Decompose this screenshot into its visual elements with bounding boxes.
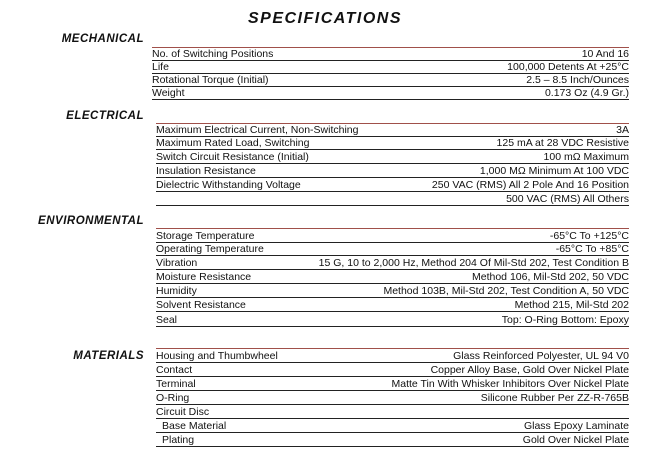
- spec-value: 15 G, 10 to 2,000 Hz, Method 204 Of Mil-Std 202, Test Condition B: [318, 257, 629, 269]
- spec-value: 500 VAC (RMS) All Others: [506, 193, 629, 205]
- spec-row: [156, 285, 629, 298]
- spec-label: No. of Switching Positions: [152, 48, 274, 60]
- spec-label: Moisture Resistance: [156, 271, 252, 283]
- spec-label: Base Material: [162, 420, 227, 432]
- spec-value: 125 mA at 28 VDC Resistive: [496, 137, 629, 149]
- spec-row: [156, 434, 629, 447]
- spec-value: 250 VAC (RMS) All 2 Pole And 16 Position: [431, 179, 629, 191]
- spec-row: [156, 243, 629, 256]
- spec-row: [156, 378, 629, 391]
- page-title: SPECIFICATIONS: [247, 10, 403, 27]
- spec-value: -65°C To +85°C: [555, 243, 629, 255]
- spec-row: [156, 406, 629, 419]
- spec-row: [152, 87, 629, 100]
- spec-label: Contact: [156, 364, 193, 376]
- spec-row: [156, 420, 629, 433]
- spec-label: Maximum Electrical Current, Non-Switching: [156, 124, 359, 136]
- spec-row: [152, 48, 629, 61]
- spec-value: 100,000 Detents At +25°C: [507, 61, 629, 73]
- spec-label: Operating Temperature: [156, 243, 264, 255]
- section-label-environmental: ENVIRONMENTAL: [38, 215, 144, 227]
- section-top-rule: [156, 348, 629, 349]
- spec-value: Silicone Rubber Per ZZ-R-765B: [480, 392, 629, 404]
- spec-row: [156, 350, 629, 363]
- spec-row: [156, 257, 629, 270]
- spec-row: [156, 364, 629, 377]
- spec-label: Circuit Disc: [156, 406, 210, 418]
- spec-value: Method 106, Mil-Std 202, 50 VDC: [472, 271, 629, 283]
- spec-row: [156, 124, 629, 137]
- spec-label: O-Ring: [156, 392, 190, 404]
- spec-value: 0.173 Oz (4.9 Gr.): [544, 87, 629, 99]
- spec-row: [156, 271, 629, 284]
- spec-value: 2.5 – 8.5 Inch/Ounces: [526, 74, 629, 86]
- spec-row: [156, 230, 629, 243]
- spec-value: Method 103B, Mil-Std 202, Test Condition A, 50 VDC: [383, 285, 629, 297]
- spec-row: [152, 74, 629, 87]
- spec-value: Glass Epoxy Laminate: [523, 420, 629, 432]
- spec-value: Top: O-Ring Bottom: Epoxy: [501, 314, 629, 326]
- spec-value: Copper Alloy Base, Gold Over Nickel Plate: [430, 364, 629, 376]
- spec-value: Method 215, Mil-Std 202: [514, 299, 629, 311]
- spec-label: Rotational Torque (Initial): [152, 74, 269, 86]
- spec-row: [156, 392, 629, 405]
- spec-row: [156, 314, 629, 327]
- spec-row: [156, 165, 629, 178]
- spec-value: Glass Reinforced Polyester, UL 94 V0: [453, 350, 629, 362]
- spec-label: Weight: [152, 87, 185, 99]
- section-top-rule: [156, 228, 629, 229]
- section-label-electrical: ELECTRICAL: [66, 110, 144, 122]
- spec-value: 3A: [616, 124, 629, 136]
- spec-row: [156, 151, 629, 164]
- spec-value: 100 mΩ Maximum: [543, 151, 629, 163]
- spec-label: Terminal: [156, 378, 196, 390]
- spec-row: [152, 61, 629, 74]
- spec-label: Humidity: [156, 285, 197, 297]
- spec-label: Dielectric Withstanding Voltage: [156, 179, 301, 191]
- spec-label: Solvent Resistance: [156, 299, 246, 311]
- section-mechanical: [152, 47, 629, 105]
- spec-value: 1,000 MΩ Minimum At 100 VDC: [479, 165, 629, 177]
- spec-row: [156, 137, 629, 150]
- spec-value: -65°C To +125°C: [549, 230, 629, 242]
- spec-label: Housing and Thumbwheel: [156, 350, 278, 362]
- spec-label: Vibration: [156, 257, 198, 269]
- section-environmental: [156, 228, 629, 328]
- spec-label: Insulation Resistance: [156, 165, 256, 177]
- spec-label: Switch Circuit Resistance (Initial): [156, 151, 309, 163]
- section-label-mechanical: MECHANICAL: [61, 33, 144, 45]
- section-electrical: [156, 123, 629, 211]
- section-materials: [156, 348, 629, 448]
- spec-value: Gold Over Nickel Plate: [522, 434, 629, 446]
- spec-row: [156, 299, 629, 312]
- spec-row: [156, 193, 629, 206]
- spec-row: [156, 179, 629, 192]
- spec-label: Plating: [162, 434, 195, 446]
- spec-label: Life: [152, 61, 169, 73]
- spec-value: Matte Tin With Whisker Inhibitors Over Nickel Plate: [391, 378, 629, 390]
- section-label-materials: MATERIALS: [73, 350, 144, 362]
- spec-label: Seal: [156, 314, 178, 326]
- spec-label: Storage Temperature: [156, 230, 255, 242]
- spec-value: 10 And 16: [581, 48, 629, 60]
- spec-label: Maximum Rated Load, Switching: [156, 137, 310, 149]
